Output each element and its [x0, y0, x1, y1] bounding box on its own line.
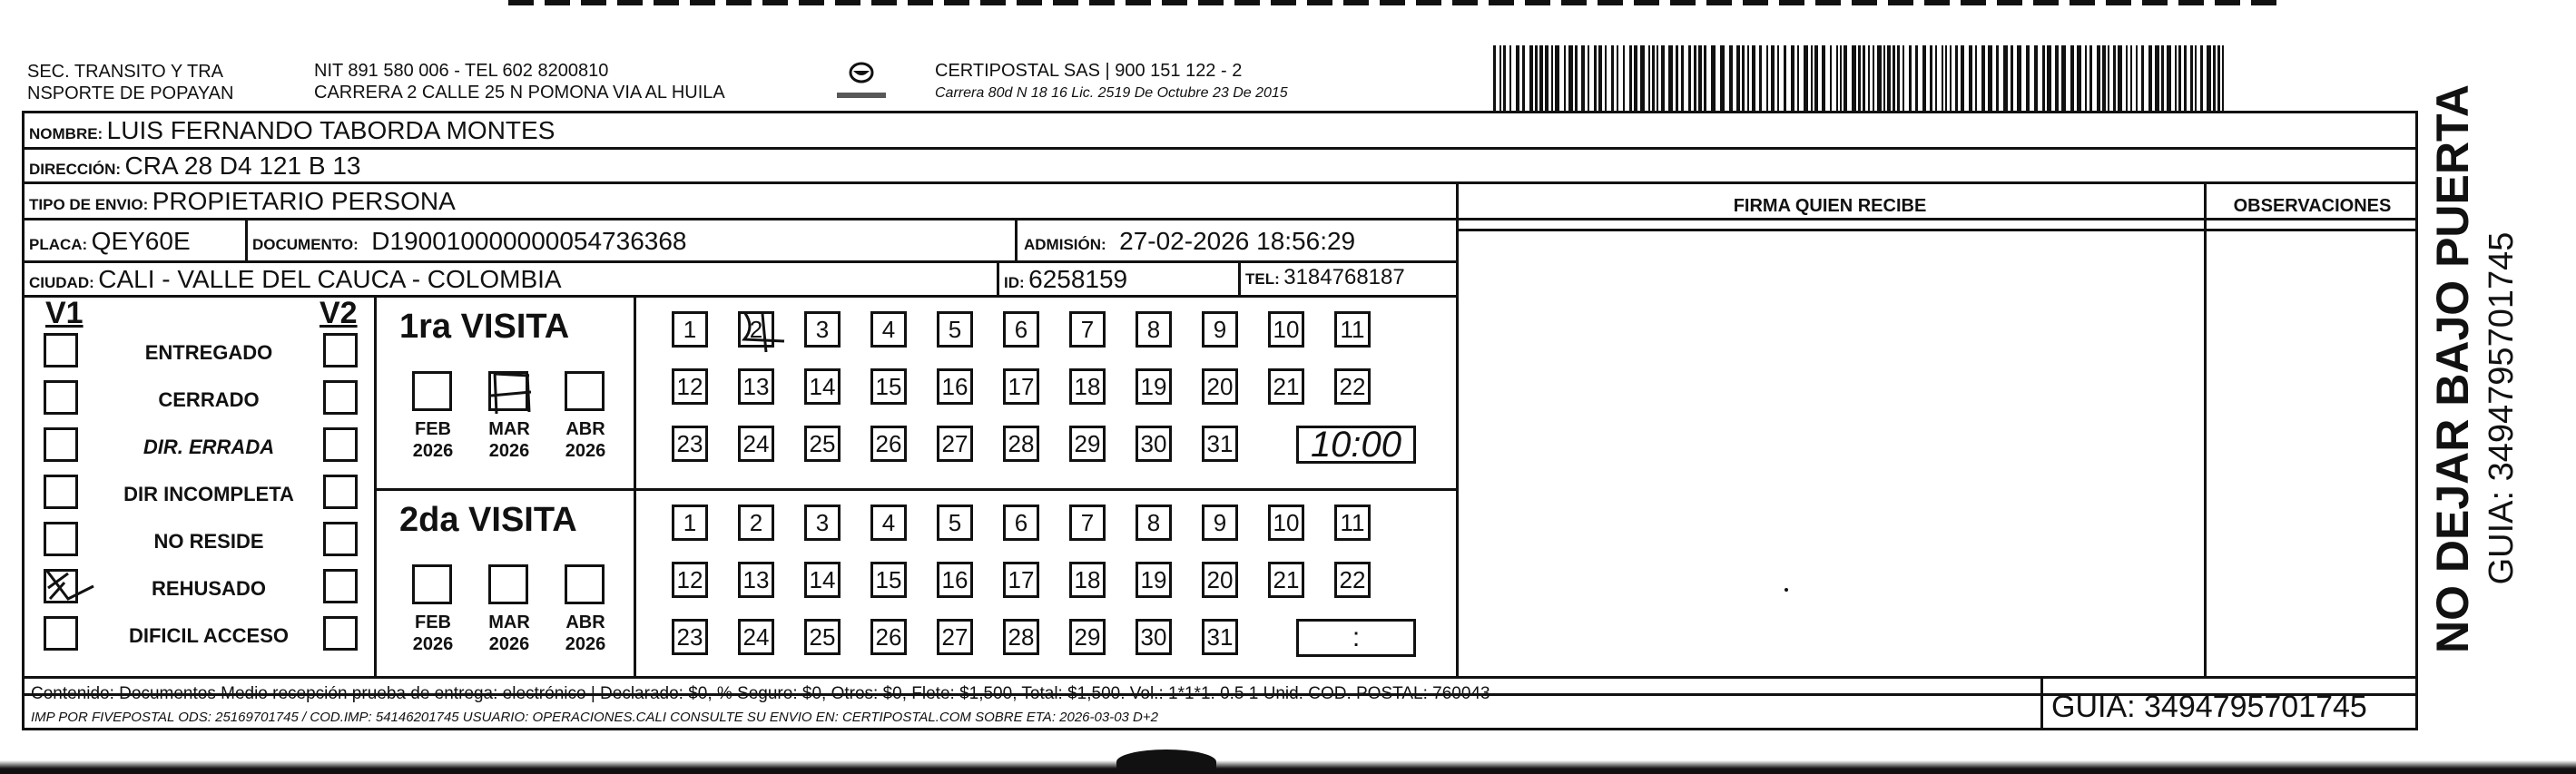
barcode-bar: [1747, 45, 1749, 111]
status-v2-checkbox[interactable]: [323, 569, 358, 603]
barcode-bar: [1698, 45, 1702, 111]
day-box[interactable]: 17: [1003, 368, 1039, 405]
status-label: NO RESIDE: [153, 530, 264, 553]
barcode-bar: [1720, 45, 1725, 111]
day-box[interactable]: 21: [1268, 562, 1304, 598]
visit-title: 2da VISITA: [399, 501, 577, 539]
address-line: CARRERA 2 CALLE 25 N POMONA VIA AL HUILA: [314, 83, 725, 103]
day-box[interactable]: 27: [937, 426, 973, 462]
status-v1-checkbox[interactable]: [44, 333, 78, 367]
barcode-bar: [1509, 45, 1511, 111]
barcode-bar: [1522, 45, 1525, 111]
barcode-bar: [1942, 45, 1943, 111]
nit-line: NIT 891 580 006 - TEL 602 8200810: [314, 61, 609, 81]
month-label: ABR 2026: [565, 419, 606, 461]
barcode-bar: [1648, 45, 1650, 111]
day-box[interactable]: 16: [937, 562, 973, 598]
barcode-bar: [2184, 45, 2187, 111]
admision-label: ADMISIÓN:: [1024, 236, 1106, 253]
barcode-bar: [1996, 45, 1999, 111]
barcode-bar: [1742, 45, 1745, 111]
day-box[interactable]: 13: [738, 368, 774, 405]
barcode-bar: [2113, 45, 2116, 111]
day-box[interactable]: 14: [804, 368, 841, 405]
barcode-bar: [1588, 45, 1589, 111]
tel-label: TEL:: [1245, 270, 1280, 288]
documento-value: D190010000000054736368: [371, 227, 687, 255]
day-box[interactable]: 10: [1268, 311, 1304, 348]
day-box[interactable]: 12: [672, 368, 708, 405]
day-box[interactable]: 2: [738, 311, 774, 348]
status-v2-checkbox[interactable]: [323, 475, 358, 509]
sender-line-1: SEC. TRANSITO Y TRA: [27, 62, 223, 82]
certipostal-logo-icon: [833, 56, 890, 103]
barcode-bar: [2200, 45, 2203, 111]
status-label: DIR INCOMPLETA: [123, 483, 294, 505]
day-box[interactable]: 17: [1003, 562, 1039, 598]
ciudad-label: CIUDAD:: [29, 274, 94, 291]
barcode-bar: [1759, 45, 1762, 111]
barcode-bar: [1797, 45, 1799, 111]
day-box[interactable]: 10: [1268, 505, 1304, 541]
day-box[interactable]: 16: [937, 368, 973, 405]
day-box[interactable]: 23: [672, 619, 708, 655]
day-box[interactable]: 23: [672, 426, 708, 462]
status-v2-checkbox[interactable]: [323, 333, 358, 367]
barcode-bar: [1836, 45, 1838, 111]
documento-label: DOCUMENTO:: [252, 236, 359, 253]
barcode-bar: [2011, 45, 2013, 111]
barcode-bar: [2207, 45, 2211, 111]
month-label: MAR 2026: [488, 419, 530, 461]
barcode-bar: [1545, 45, 1549, 111]
barcode-bar: [1688, 45, 1691, 111]
barcode-bar: [2047, 45, 2051, 111]
nombre-value: LUIS FERNANDO TABORDA MONTES: [106, 116, 556, 144]
top-edge-dashes: [508, 0, 2287, 5]
barcode-bar: [1950, 45, 1952, 111]
barcode-bar: [1605, 45, 1607, 111]
day-box[interactable]: 15: [870, 562, 907, 598]
side-guia: GUIA: 3494795701745: [2483, 231, 2521, 585]
day-box[interactable]: 19: [1136, 368, 1172, 405]
day-box[interactable]: 29: [1069, 619, 1106, 655]
barcode-bar: [1877, 45, 1882, 111]
observaciones-label: OBSERVACIONES: [2233, 196, 2392, 216]
barcode-bar: [1694, 45, 1696, 111]
barcode-bar: [1922, 45, 1926, 111]
day-box[interactable]: 29: [1069, 426, 1106, 462]
v1-label: V1: [45, 296, 84, 330]
day-box[interactable]: 13: [738, 562, 774, 598]
barcode-bar: [1652, 45, 1655, 111]
barcode-bar: [1844, 45, 1847, 111]
status-v1-checkbox[interactable]: [44, 427, 78, 462]
status-v1-checkbox[interactable]: [44, 522, 78, 556]
day-box[interactable]: 4: [870, 505, 907, 541]
barcode-bar: [2141, 45, 2144, 111]
barcode-bar: [1581, 45, 1585, 111]
barcode-bar: [1771, 45, 1775, 111]
day-box[interactable]: 19: [1136, 562, 1172, 598]
barcode-bar: [1766, 45, 1768, 111]
day-box[interactable]: 1: [672, 505, 708, 541]
barcode-bar: [2155, 45, 2159, 111]
firma-quien-recibe-label: FIRMA QUIEN RECIBE: [1733, 196, 1927, 216]
day-box[interactable]: 8: [1136, 311, 1172, 348]
day-box[interactable]: 4: [870, 311, 907, 348]
tel-value: 3184768187: [1283, 265, 1405, 289]
day-box[interactable]: 31: [1202, 619, 1238, 655]
status-v2-checkbox[interactable]: [323, 380, 358, 415]
barcode-bar: [1676, 45, 1678, 111]
barcode-bar: [1961, 45, 1964, 111]
month-checkbox[interactable]: [412, 564, 452, 604]
barcode-bar: [1729, 45, 1733, 111]
barcode-bar: [1529, 45, 1533, 111]
barcode-bar: [1883, 45, 1885, 111]
day-box[interactable]: 28: [1003, 619, 1039, 655]
barcode-bar: [1830, 45, 1832, 111]
barcode-bar: [1640, 45, 1645, 111]
barcode-bar: [1893, 45, 1895, 111]
observaciones-area[interactable]: [2207, 231, 2418, 676]
day-box[interactable]: 7: [1069, 311, 1106, 348]
placa-label: PLACA:: [29, 236, 88, 253]
sender-line-2: NSPORTE DE POPAYAN: [27, 83, 234, 103]
barcode-bar: [1611, 45, 1614, 111]
admision-value: 27-02-2026 18:56:29: [1119, 227, 1356, 255]
status-v2-checkbox[interactable]: [323, 616, 358, 651]
barcode-bar: [2167, 45, 2171, 111]
barcode-bar: [1681, 45, 1684, 111]
barcode-bar: [1784, 45, 1786, 111]
day-box[interactable]: 26: [870, 426, 907, 462]
barcode-bar: [1704, 45, 1706, 111]
barcode-bar: [1551, 45, 1553, 111]
barcode-bar: [2175, 45, 2177, 111]
status-label: CERRADO: [158, 388, 260, 411]
month-checkbox[interactable]: [565, 564, 605, 604]
day-box[interactable]: 20: [1202, 562, 1238, 598]
month-checkbox[interactable]: [488, 564, 528, 604]
barcode-bar: [1981, 45, 1985, 111]
month-checkbox[interactable]: [412, 371, 452, 411]
tipo-envio-label: TIPO DE ENVIO:: [29, 196, 149, 213]
barcode-bar: [1736, 45, 1740, 111]
barcode-bar: [1955, 45, 1958, 111]
status-v1-checkbox[interactable]: [44, 616, 78, 651]
barcode-bar: [1903, 45, 1904, 111]
barcode-bar: [1617, 45, 1618, 111]
tipo-envio-value: PROPIETARIO PERSONA: [152, 187, 456, 215]
month-checkbox[interactable]: [565, 371, 605, 411]
barcode-bar: [2026, 45, 2030, 111]
barcode-bar: [2061, 45, 2066, 111]
visit-time-field[interactable]: 10:00: [1296, 426, 1416, 464]
barcode-bar: [1516, 45, 1519, 111]
barcode-bar: [1668, 45, 1673, 111]
day-box[interactable]: 24: [738, 426, 774, 462]
day-box[interactable]: 12: [672, 562, 708, 598]
id-label: ID:: [1004, 274, 1025, 291]
barcode-bar: [1988, 45, 1992, 111]
barcode-bar: [1575, 45, 1578, 111]
day-box[interactable]: 25: [804, 426, 841, 462]
barcode-bar: [2089, 45, 2092, 111]
barcode-bar: [1499, 45, 1501, 111]
barcode-bar: [1629, 45, 1632, 111]
barcode-bar: [1814, 45, 1818, 111]
no-dejar-bajo-puerta-warning: NO DEJAR BAJO PUERTA: [2427, 84, 2478, 653]
barcode-bar: [2217, 45, 2220, 111]
barcode-bar: [1969, 45, 1972, 111]
barcode-bar: [1564, 45, 1566, 111]
day-box[interactable]: 18: [1069, 562, 1106, 598]
placa-value: QEY60E: [91, 227, 191, 255]
day-box[interactable]: 24: [738, 619, 774, 655]
v2-label: V2: [320, 296, 358, 330]
barcode-bar: [1555, 45, 1559, 111]
barcode-bar: [2070, 45, 2074, 111]
barcode-bar: [1804, 45, 1808, 111]
barcode-bar: [1623, 45, 1625, 111]
day-box[interactable]: 11: [1334, 505, 1371, 541]
barcode-bar: [1975, 45, 1977, 111]
barcode-bar: [2222, 45, 2224, 111]
day-box[interactable]: 28: [1003, 426, 1039, 462]
barcode-bar: [2042, 45, 2045, 111]
day-box[interactable]: 21: [1268, 368, 1304, 405]
barcode-bar: [2126, 45, 2128, 111]
day-box[interactable]: 26: [870, 619, 907, 655]
barcode-bar: [2130, 45, 2132, 111]
day-box[interactable]: 6: [1003, 311, 1039, 348]
status-v2-checkbox[interactable]: [323, 427, 358, 462]
day-box[interactable]: 31: [1202, 426, 1238, 462]
month-label: FEB 2026: [412, 419, 454, 461]
month-label: MAR 2026: [488, 612, 530, 654]
day-box[interactable]: 6: [1003, 505, 1039, 541]
visit-title: 1ra VISITA: [399, 308, 570, 346]
barcode-bar: [1657, 45, 1658, 111]
day-box[interactable]: 27: [937, 619, 973, 655]
barcode-bar: [2190, 45, 2193, 111]
barcode-bar: [2136, 45, 2138, 111]
barcode-bar: [1858, 45, 1861, 111]
status-label: ENTREGADO: [144, 341, 273, 364]
barcode-bar: [1711, 45, 1716, 111]
day-box[interactable]: 2: [738, 505, 774, 541]
bottom-smudge: [1116, 750, 1216, 774]
status-v1-checkbox[interactable]: [44, 569, 78, 603]
barcode-bar: [1661, 45, 1665, 111]
visit-time-field[interactable]: :: [1296, 619, 1416, 657]
barcode-bar: [2055, 45, 2059, 111]
signature-area[interactable]: [1459, 231, 2204, 676]
status-v1-checkbox[interactable]: [44, 380, 78, 415]
footer-guia: GUIA: 3494795701745: [2051, 690, 2367, 724]
status-label: REHUSADO: [152, 577, 266, 600]
barcode-bar: [1930, 45, 1932, 111]
day-box[interactable]: 1: [672, 311, 708, 348]
day-box[interactable]: 7: [1069, 505, 1106, 541]
barcode-bar: [2034, 45, 2038, 111]
day-box[interactable]: 5: [937, 505, 973, 541]
barcode-bar: [1863, 45, 1865, 111]
id-value: 6258159: [1028, 265, 1128, 293]
barcode-bar: [1811, 45, 1813, 111]
barcode-bar: [2017, 45, 2021, 111]
day-box[interactable]: 22: [1334, 562, 1371, 598]
barcode-bar: [2077, 45, 2081, 111]
barcode-bar: [2085, 45, 2087, 111]
stray-dot: [1785, 588, 1788, 592]
barcode-bar: [1897, 45, 1900, 111]
barcode-bar: [2097, 45, 2100, 111]
barcode-bar: [2108, 45, 2109, 111]
barcode: [1493, 45, 2228, 111]
status-v1-checkbox[interactable]: [44, 475, 78, 509]
barcode-bar: [1752, 45, 1755, 111]
barcode-bar: [1535, 45, 1538, 111]
barcode-bar: [1935, 45, 1937, 111]
barcode-bar: [1568, 45, 1573, 111]
barcode-bar: [1777, 45, 1779, 111]
barcode-bar: [1539, 45, 1543, 111]
day-box[interactable]: 11: [1334, 311, 1371, 348]
barcode-bar: [1868, 45, 1870, 111]
status-label: DIFICIL ACCESO: [128, 624, 289, 647]
barcode-bar: [1594, 45, 1597, 111]
imp-text: IMP POR FIVEPOSTAL ODS: 25169701745 / COD.IMP: 54146201745 USUARIO: OPERACIONES.CALI CONSULTE SU ENVIO EN: CERTIPOSTAL.COM SOBRE ETA: 2026-03-03 D+2: [31, 710, 1158, 725]
day-box[interactable]: 30: [1136, 426, 1172, 462]
status-v2-checkbox[interactable]: [323, 522, 358, 556]
day-box[interactable]: 25: [804, 619, 841, 655]
contenido-text: Contenido: Documentos Medio recepción prueba de entrega: electrónico | Declarado: $0, % Seguro: $0, Otros: $0, Flete: $1,500, Total: $1,500. Vol.: 1*1*1. 0.5 1 Unid. COD. POSTAL: 760043: [31, 684, 1490, 703]
day-box[interactable]: 8: [1136, 505, 1172, 541]
ciudad-value: CALI - VALLE DEL CAUCA - COLOMBIA: [98, 265, 562, 293]
day-box[interactable]: 14: [804, 562, 841, 598]
barcode-bar: [1822, 45, 1825, 111]
day-box[interactable]: 15: [870, 368, 907, 405]
barcode-bar: [2118, 45, 2122, 111]
barcode-bar: [1873, 45, 1874, 111]
barcode-bar: [1791, 45, 1794, 111]
barcode-bar: [1493, 45, 1496, 111]
company-line: CERTIPOSTAL SAS | 900 151 122 - 2: [935, 61, 1243, 81]
barcode-bar: [1503, 45, 1506, 111]
status-label: DIR. ERRADA: [143, 436, 275, 458]
day-box[interactable]: 18: [1069, 368, 1106, 405]
month-label: FEB 2026: [412, 612, 454, 654]
barcode-bar: [1887, 45, 1891, 111]
day-box[interactable]: 30: [1136, 619, 1172, 655]
barcode-bar: [1915, 45, 1918, 111]
barcode-bar: [2195, 45, 2197, 111]
bottom-edge: [0, 760, 2576, 774]
direccion-value: CRA 28 D4 121 B 13: [124, 152, 361, 180]
day-box[interactable]: 20: [1202, 368, 1238, 405]
day-box[interactable]: 3: [804, 311, 841, 348]
barcode-bar: [2148, 45, 2152, 111]
barcode-bar: [2213, 45, 2216, 111]
day-box[interactable]: 5: [937, 311, 973, 348]
barcode-bar: [2003, 45, 2008, 111]
barcode-bar: [2102, 45, 2106, 111]
month-checkbox[interactable]: [488, 371, 528, 411]
nombre-label: NOMBRE:: [29, 125, 103, 142]
license-line: Carrera 80d N 18 16 Lic. 2519 De Octubre 23 De 2015: [935, 85, 1288, 101]
barcode-bar: [1598, 45, 1602, 111]
day-box[interactable]: 9: [1202, 311, 1238, 348]
barcode-bar: [2178, 45, 2181, 111]
day-box[interactable]: 3: [804, 505, 841, 541]
barcode-bar: [1634, 45, 1637, 111]
barcode-bar: [1840, 45, 1842, 111]
day-box[interactable]: 9: [1202, 505, 1238, 541]
month-label: ABR 2026: [565, 612, 606, 654]
direccion-label: DIRECCIÓN:: [29, 161, 122, 178]
barcode-bar: [1909, 45, 1912, 111]
barcode-bar: [1945, 45, 1947, 111]
day-box[interactable]: 22: [1334, 368, 1371, 405]
barcode-bar: [1852, 45, 1856, 111]
barcode-bar: [2161, 45, 2164, 111]
